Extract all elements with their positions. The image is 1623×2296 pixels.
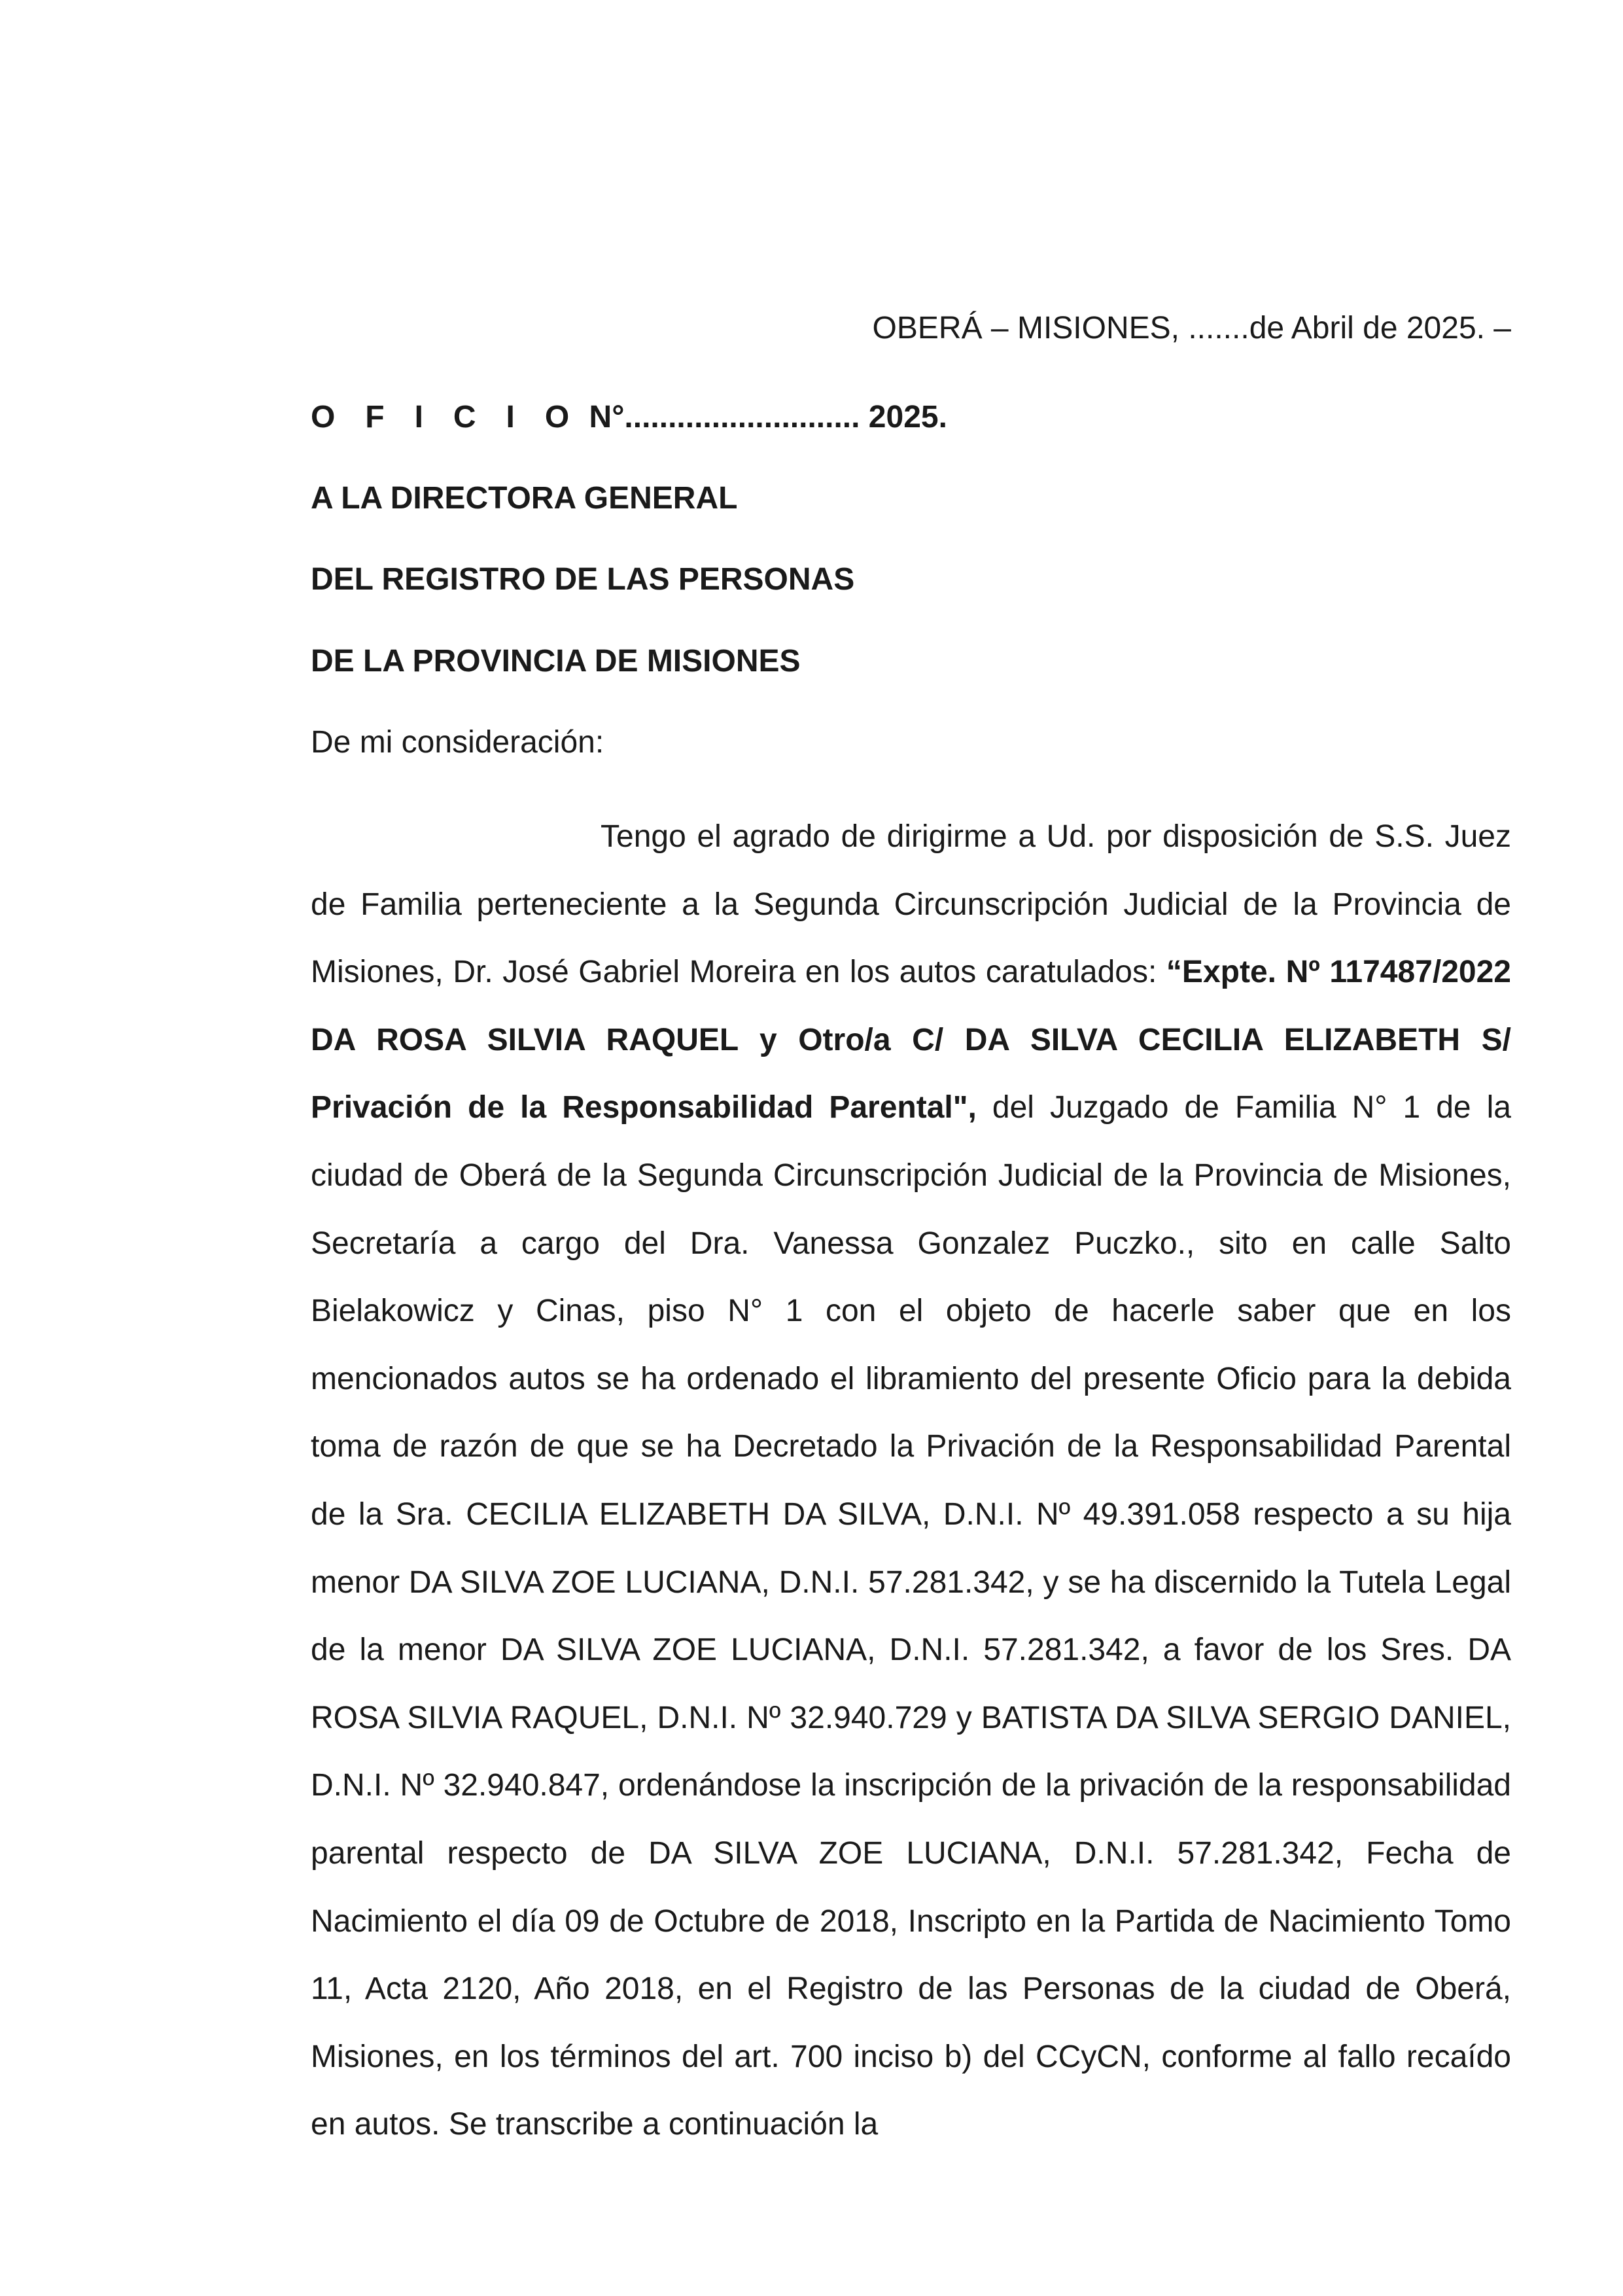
- addressee-line-2: DEL REGISTRO DE LAS PERSONAS: [311, 562, 855, 597]
- oficio-number: N°........................... 2025.: [589, 400, 947, 434]
- date-line: OBERÁ – MISIONES, .......de Abril de 2025. –: [872, 311, 1511, 345]
- body-rest: del Juzgado de Familia N° 1 de la ciudad de Oberá de la Segunda Circunscripción Judicial de la Provincia de Misiones, Secretaría a cargo del Dra. Vanessa Gonzalez Puczko., sito en calle Salto Bielakowicz y Cinas, piso N° 1 con el objeto de hacerle saber que en los mencionados autos se ha ordenado el libramiento del presente Oficio para la debida toma de razón de que se ha Decretado la Privación de la Responsabilidad Parental de la Sra. CECILIA ELIZABETH DA SILVA, D.N.I. Nº 49.391.058 respecto a su hija menor DA SILVA ZOE LUCIANA, D.N.I. 57.281.342, y se ha discernido la Tutela Legal de la menor DA SILVA ZOE LUCIANA, D.N.I. 57.281.342, a favor de los Sres. DA ROSA SILVIA RAQUEL, D.N.I. Nº 32.940.729 y BATISTA DA SILVA SERGIO DANIEL, D.N.I. Nº 32.940.847, ordenándose la inscripción de la privación de la responsabilidad parental respecto de DA SILVA ZOE LUCIANA, D.N.I. 57.281.342, Fecha de Nacimiento el día 09 de Octubre de 2018, Inscripto en la Partida de Nacimiento Tomo 11, Acta 2120, Año 2018, en el Registro de las Personas de la ciudad de Oberá, Misiones, en los términos del art. 700 inciso b) del CCyCN, conforme al fallo recaído en autos. Se transcribe a continuación la: [311, 1090, 1511, 2142]
- greeting: De mi consideración:: [311, 725, 604, 760]
- addressee-line-3: DE LA PROVINCIA DE MISIONES: [311, 644, 801, 679]
- body-intro: Tengo el agrado de dirigirme a Ud. por disposición de S.S. Juez de Familia perteneciente a la Segunda Circunscripción Judicial de la Provincia de Misiones, Dr. José Gabriel Moreira en los autos caratulados:: [311, 819, 1511, 990]
- case-title: “Expte. Nº 117487/2022 DA ROSA SILVIA RAQUEL y Otro/a C/ DA SILVA CECILIA ELIZABETH S/ Privación de la Responsabilidad Parental",: [311, 955, 1511, 1125]
- body-paragraph: [311, 803, 1511, 2159]
- addressee-line-1: A LA DIRECTORA GENERAL: [311, 481, 738, 516]
- oficio-label: O F I C I O: [311, 400, 580, 434]
- oficio-heading: [311, 399, 1511, 436]
